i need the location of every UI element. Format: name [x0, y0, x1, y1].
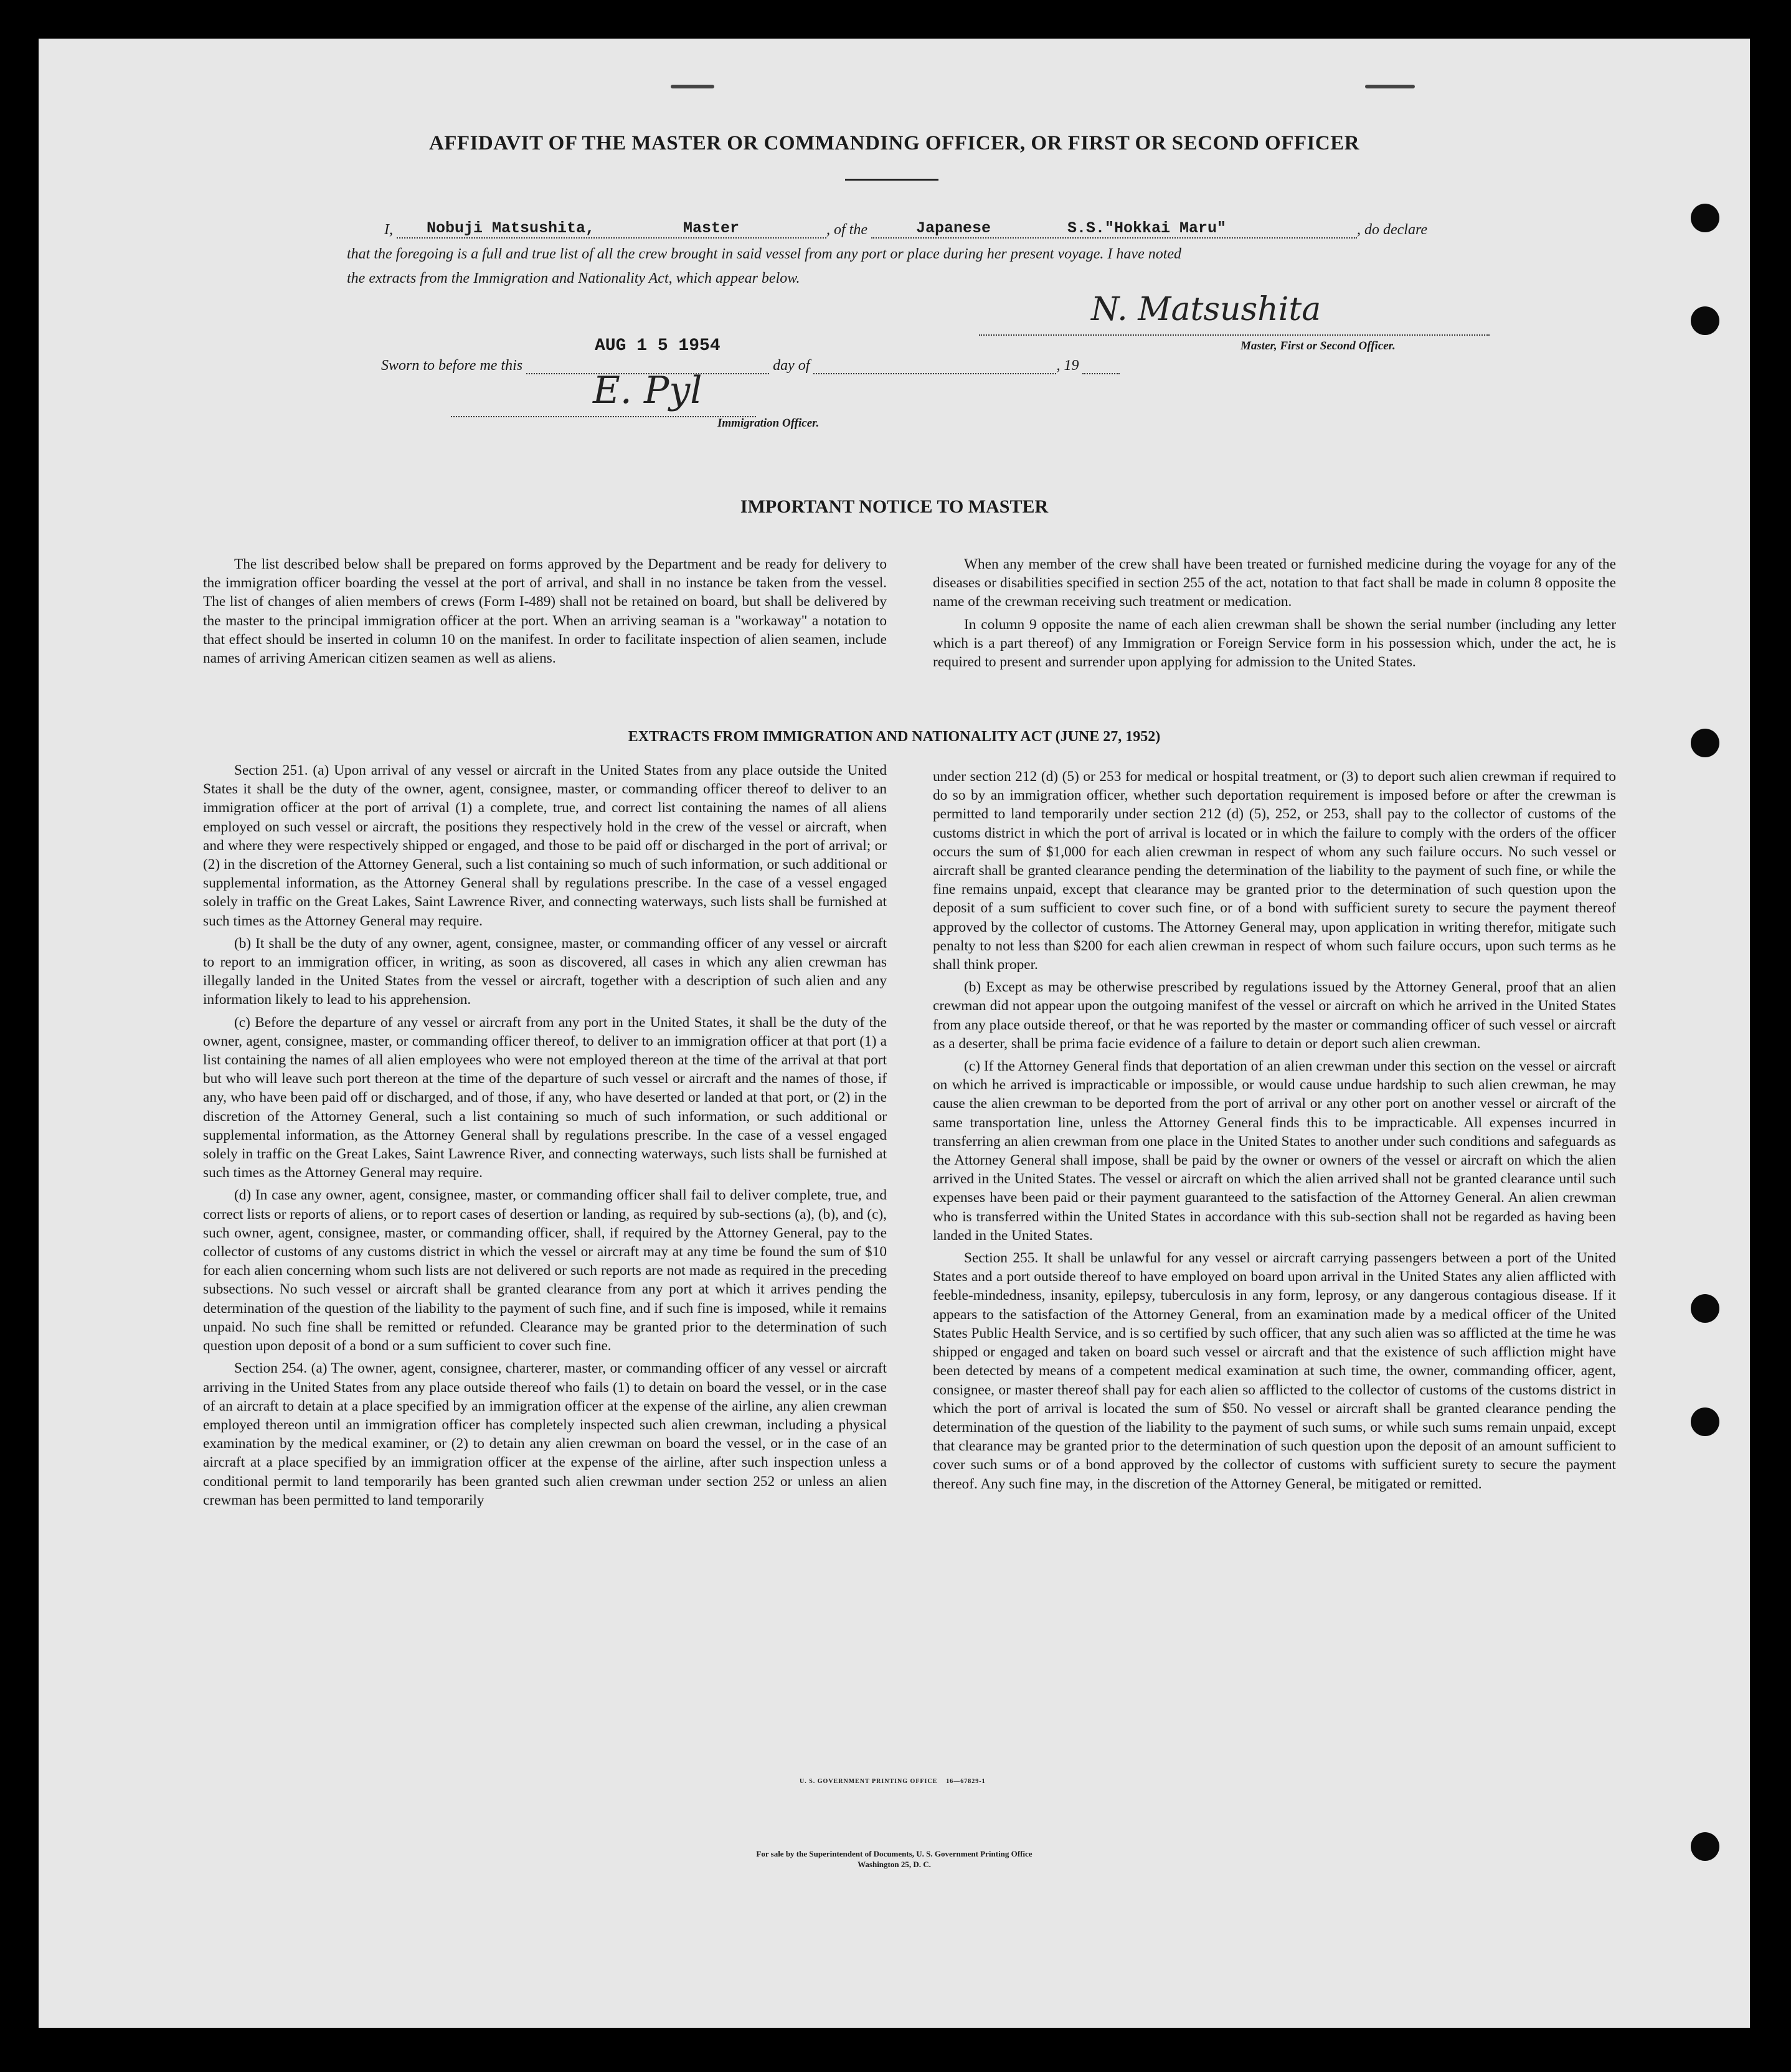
punch-hole — [1691, 729, 1719, 757]
master-signature-line — [979, 334, 1490, 336]
notice-left-column — [203, 555, 887, 668]
sale-notice — [39, 1848, 1750, 1870]
sale-line-1: For sale by the Superintendent of Documents, U. S. Government Printing Office — [756, 1849, 1033, 1858]
title-rule — [845, 179, 938, 181]
sworn-month-field — [813, 358, 1056, 374]
extracts-right-column — [933, 767, 1616, 1493]
punch-hole — [1691, 1407, 1719, 1436]
master-name: Nobuji Matsushita, — [427, 219, 595, 237]
notice-left-text: The list described below shall be prepared on forms approved by the Department and be ready for delivery to the immigration officer boarding the vessel at the port of arrival, and shall in no instance be taken from the vessel. The list of changes of alien members of crews (Form I-489) shall not be retained on board, but shall be delivered by the master to the principal immigration officer at the port. When an arriving seaman is a "workaway" a notation to that effect should be inserted in column 10 on the manifest. In order to facilitate inspection of alien seamen, include names of arriving American citizen seamen as well as aliens. — [203, 556, 887, 667]
ink-mark — [671, 85, 714, 88]
master-caption: Master, First or Second Officer. — [1240, 339, 1396, 352]
sworn-line — [381, 357, 1120, 374]
notice-title: IMPORTANT NOTICE TO MASTER — [740, 496, 1049, 517]
affidavit-line-3: the extracts from the Immigration and Nationality Act, which appear below. — [347, 270, 800, 286]
document-page — [39, 39, 1750, 2028]
page-title: AFFIDAVIT OF THE MASTER OR COMMANDING OFFICER, OR FIRST OR SECOND OFFICER — [428, 132, 1360, 154]
punch-hole — [1691, 306, 1719, 335]
section-254a-continued: under section 212 (d) (5) or 253 for medical or hospital treatment, or (3) to deport such alien crewman if required to do so by an immigration officer, whether such deportation requirement is imposed before or after the crewman is permitted to land temporarily under section 212 (d) (5), 252, or 253, shall pay to the collector of customs of the customs district in which the port of arrival is located or in which the failure to comply with the orders of the officer occurs the sum of $1,000 for each alien crewman in respect of whom any such failure occurs. No such vessel or aircraft shall be granted clearance pending the determination of the liability to the payment of such fine, or while the fine remains unpaid, except that clearance may be granted prior to the determination of such question upon the deposit of a sum sufficient to cover such fine, or of a bond with sufficient surety to secure the payment thereof approved by the collector of customs. The Attorney General may, upon application in writing therefor, mitigate such penalty to not less than $200 for each alien crewman in respect of whom such failure occurs, upon such terms as he shall think proper. — [933, 769, 1616, 973]
extracts-left-column — [203, 761, 887, 1510]
punch-hole — [1691, 1832, 1719, 1861]
vessel-field — [871, 221, 1357, 239]
master-rank: Master — [683, 219, 740, 237]
officer-signature-line — [451, 416, 756, 417]
notice-right-column — [933, 555, 1616, 671]
day-of-label: day of — [773, 357, 810, 374]
vessel-nationality: Japanese — [916, 219, 991, 237]
year-label: , 19 — [1056, 357, 1079, 374]
section-254c: (c) If the Attorney General finds that deportation of an alien crewman under this section on the vessel or aircraft on which he arrived is impracticable or impossible, or would cause undue hardship to such alien crewman, he may cause the alien crewman to be deported from the port of arrival or any other port on another vessel or aircraft of the same transportation line, unless the Attorney General finds this to be impracticable. All expenses incurred in transferring an alien crewman from one place in the United States to another under such conditions and safeguards as the Attorney General shall impose, shall be paid by the owner or owners of the vessel or aircraft on which the alien arrived in the United States. The vessel or aircraft on which the alien arrived shall not be granted clearance until such expenses have been paid or their payment guaranteed to the satisfaction of the Attorney General. An alien crewman who is transferred within the United States in accordance with this sub-section shall not be regarded as having been landed in the United States. — [933, 1058, 1616, 1244]
punch-hole — [1691, 1294, 1719, 1323]
section-254b: (b) Except as may be otherwise prescribed by regulations issued by the Attorney General, proof that an alien crewman did not appear upon the outgoing manifest of the vessel or aircraft on which he arrived in the United States from any place outside thereof, or that he was reported by the master or commanding officer of such vessel or aircraft as a deserter, shall be prima facie evidence of a failure to detain or deport such alien crewman. — [933, 979, 1616, 1052]
sworn-year-field — [1082, 358, 1120, 374]
gpo-imprint: U. S. GOVERNMENT PRINTING OFFICE 16—67829-1 — [800, 1778, 986, 1785]
section-255: Section 255. It shall be unlawful for any vessel or aircraft carrying passengers between a port of the United States and a port outside thereof to have employed on board upon arrival in the United States any alien afflicted with feeble-mindedness, insanity, epilepsy, tuberculosis in any form, leprosy, or any dangerous contagious disease. If it appears to the satisfaction of the Attorney General, from an examination made by a medical officer of the United States Public Health Service, and is so certified by such officer, that any such alien was so afflicted at the time he was shipped or engaged and taken on board such vessel or aircraft and that the existence of such affliction might have been detected by means of a competent medical examination at such time, the owner, commanding officer, agent, consignee, or master thereof shall pay for each alien so afflicted to the collector of customs of the customs district in which the port of arrival is located the sum of $50. No vessel or aircraft shall be granted clearance pending the determination of the question of the liability to the payment of such sums, or while such sums remain unpaid, except that clearance may be granted prior to the determination of such question upon the deposit of an amount sufficient to cover such sums or of a bond approved by the collector of customs with sufficient surety to secure the payment thereof. Any such fine may, in the discretion of the Attorney General, be mitigated or remitted. — [933, 1250, 1616, 1492]
section-251a: Section 251. (a) Upon arrival of any vessel or aircraft in the United States from any place outside the United States it shall be the duty of the owner, agent, consignee, master, or commanding officer thereof to deliver to an immigration officer at the port of arrival (1) a complete, true, and correct list containing the names of all aliens employed on such vessel or aircraft, the positions they respectively hold in the crew of the vessel or aircraft, when and where they were respectively shipped or engaged, and those to be paid off or discharged in the port of arrival; or (2) in the discretion of the Attorney General, such a list containing so much of such information, or such additional or supplemental information, as the Attorney General shall by regulations prescribe. In the case of a vessel engaged solely in traffic on the Great Lakes, Saint Lawrence River, and connecting waterways, such lists shall be furnished at such times as the Attorney General may require. — [203, 762, 887, 929]
officer-caption: Immigration Officer. — [717, 417, 820, 430]
sale-line-2: Washington 25, D. C. — [858, 1860, 931, 1869]
section-254a: Section 254. (a) The owner, agent, consignee, charterer, master, or commanding officer of any vessel or aircraft arriving in the United States from any place outside thereof who fails (1) to detain on board the vessel, or in the case of an aircraft to detain at a place specified by an immigration officer at the expense of the airline, any alien crewman employed thereon until an immigration officer has completely inspected such alien crewman, including a physical examination by the medical examiner, or (2) to detain any alien crewman on board the vessel, or in the case of an aircraft at a place specified by an immigration officer at the expense of the airline, after such inspection unless a conditional permit to land temporarily has been granted such alien crewman under section 252 or unless an alien crewman has been permitted to land temporarily — [203, 1360, 887, 1508]
affidavit-declaration-line — [384, 221, 1518, 239]
ink-mark — [1365, 85, 1415, 88]
section-251c: (c) Before the departure of any vessel or aircraft from any port in the United States, it shall be the duty of the owner, agent, consignee, master, or commanding officer thereof, to deliver to an immigration officer at that port (1) a list containing the names of all alien employees who were not employed thereon at the time of the arrival at that port but who will leave such port thereon at the time of the departure of such vessel or aircraft and the names of those, if any, who have been paid off or discharged, and of those, if any, who have deserted or landed at that port, or (2) in the discretion of the Attorney General, such a list containing so much of such information, or such additional or supplemental information, as the Attorney General shall by regulations prescribe. In the case of a vessel engaged solely in traffic on the Great Lakes, Saint Lawrence River, and connecting waterways, such lists shall be furnished at such times as the Attorney General may require. — [203, 1014, 887, 1181]
of-the-label: , of the — [826, 222, 867, 238]
i-label: I, — [384, 222, 393, 238]
vessel-name: S.S."Hokkai Maru" — [1067, 219, 1227, 237]
do-declare-label: , do declare — [1357, 222, 1428, 238]
extracts-title: EXTRACTS FROM IMMIGRATION AND NATIONALITY ACT (JUNE 27, 1952) — [628, 729, 1161, 745]
section-251d: (d) In case any owner, agent, consignee, master, or commanding officer shall fail to deliver complete, true, and correct lists or reports of aliens, or to report cases of desertion or landing, as required by sub-sections (a), (b), and (c), such owner, agent, consignee, master, or commanding officer, shall, if required by the Attorney General, pay to the collector of customs of any customs district in which the vessel or aircraft may at any time be found the sum of $10 for each alien concerning whom such lists are not delivered or such reports are not made as required in the preceding subsections. No such vessel or aircraft shall be granted clearance from any port at which it arrives pending the determination of the question of the liability to the payment of such fine, and if such fine is imposed, while it remains unpaid. No such fine shall be remitted or refunded. Clearance may be granted prior to the determination of such question upon deposit of a bond or a sum sufficient to cover such fine. — [203, 1187, 887, 1355]
date-stamp: AUG 1 5 1954 — [595, 336, 721, 356]
section-251b: (b) It shall be the duty of any owner, agent, consignee, master, or commanding officer of any vessel or aircraft to report to an immigration officer, in writing, as soon as discovered, all cases in which any alien crewman has illegally landed in the United States from the vessel or aircraft, together with a description of such alien and any information likely to lead to his apprehension. — [203, 935, 887, 1008]
officer-signature: E. Pyl — [593, 369, 702, 412]
master-signature: N. Matsushita — [1091, 291, 1321, 328]
name-field — [397, 221, 826, 239]
sworn-label: Sworn to before me this — [381, 357, 523, 374]
notice-right-text-2: In column 9 opposite the name of each alien crewman shall be shown the serial number (including any letter which is a part thereof) of any Immigration or Foreign Service form in his possession which, under the act, he is required to present and surrender upon applying for admission to the United States. — [933, 616, 1616, 671]
notice-right-text-1: When any member of the crew shall have been treated or furnished medicine during the voyage for any of the diseases or disabilities specified in section 255 of the act, notation to that fact shall be made in column 8 opposite the name of the crewman receiving such treatment or medication. — [933, 556, 1616, 610]
punch-hole — [1691, 204, 1719, 232]
affidavit-line-2: that the foregoing is a full and true list of all the crew brought in said vessel from any port or place during her present voyage. I have noted — [347, 246, 1182, 262]
